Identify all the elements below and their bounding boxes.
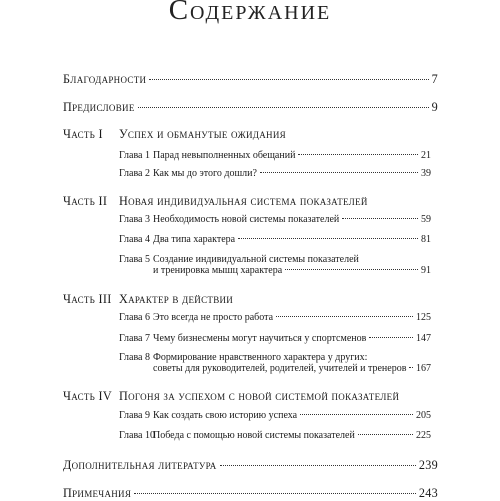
chapter-label: Глава 6 xyxy=(119,312,150,323)
toc-chapter-3[interactable] xyxy=(119,214,431,225)
page-number: 91 xyxy=(421,265,431,276)
toc-part-3[interactable] xyxy=(63,292,438,307)
chapter-label: Глава 4 xyxy=(119,234,150,245)
chapter-title: Как создать свою историю успеха xyxy=(153,410,298,421)
toc-chapter-4[interactable] xyxy=(119,234,431,245)
leader-dots xyxy=(358,434,413,435)
leader-dots xyxy=(285,269,418,270)
leader-dots xyxy=(342,218,418,219)
chapter-title: Создание индивидуальной системы показателей xyxy=(153,254,359,265)
leader-dots xyxy=(134,493,416,494)
toc-entry-further-reading[interactable] xyxy=(63,458,438,473)
chapter-title-continued: советы для руководителей, родителей, учителей и тренеров xyxy=(153,363,407,374)
page-number: 21 xyxy=(421,150,431,161)
toc-chapter-10[interactable] xyxy=(119,430,431,441)
leader-dots xyxy=(149,79,428,80)
entry-label: Предисловие xyxy=(63,100,135,114)
toc-chapter-8[interactable] xyxy=(119,352,431,374)
toc-entry-preface[interactable] xyxy=(63,100,438,115)
page-number: 7 xyxy=(431,72,438,86)
toc-chapter-2[interactable] xyxy=(119,168,431,179)
page-number: 243 xyxy=(418,486,438,500)
part-title: Новая индивидуальная система показателей xyxy=(119,194,368,208)
chapter-label: Глава 9 xyxy=(119,410,150,421)
leader-dots xyxy=(298,154,418,155)
chapter-title: Два типа характера xyxy=(153,234,236,245)
page-title: Содержание xyxy=(168,0,332,26)
page-number: 81 xyxy=(421,234,431,245)
toc-chapter-5[interactable] xyxy=(119,254,431,276)
page-number: 239 xyxy=(418,458,438,472)
page-number: 125 xyxy=(416,312,431,323)
page-number: 167 xyxy=(416,363,431,374)
leader-dots xyxy=(369,337,413,338)
chapter-title: Необходимость новой системы показателей xyxy=(153,214,340,225)
page-number: 147 xyxy=(416,333,431,344)
chapter-title: Это всегда не просто работа xyxy=(153,312,274,323)
leader-dots xyxy=(260,172,418,173)
part-label: Часть II xyxy=(63,194,108,208)
toc-chapter-6[interactable] xyxy=(119,312,431,323)
page-number: 9 xyxy=(431,100,438,114)
chapter-label: Глава 10 xyxy=(119,430,155,441)
entry-label: Благодарности xyxy=(63,72,147,86)
chapter-title-continued: и тренировка мышц характера xyxy=(153,265,283,276)
toc-part-1[interactable] xyxy=(63,127,438,142)
leader-dots xyxy=(220,465,416,466)
toc-entry-acknowledgements[interactable] xyxy=(63,72,438,87)
leader-dots xyxy=(409,367,413,368)
part-label: Часть III xyxy=(63,292,112,306)
page-number: 205 xyxy=(416,410,431,421)
chapter-label: Глава 7 xyxy=(119,333,150,344)
chapter-label: Глава 3 xyxy=(119,214,150,225)
leader-dots xyxy=(238,238,418,239)
part-label: Часть I xyxy=(63,127,103,141)
chapter-label: Глава 5 xyxy=(119,254,150,265)
part-label: Часть IV xyxy=(63,389,112,403)
chapter-title: Формирование нравственного характера у других: xyxy=(153,352,368,363)
chapter-title: Чему бизнесмены могут научиться у спортсменов xyxy=(153,333,367,344)
page-number: 39 xyxy=(421,168,431,179)
toc-chapter-1[interactable] xyxy=(119,150,431,161)
chapter-label: Глава 2 xyxy=(119,168,150,179)
page-number: 59 xyxy=(421,214,431,225)
entry-label: Дополнительная литература xyxy=(63,458,217,472)
part-title: Характер в действии xyxy=(119,292,234,306)
chapter-label: Глава 8 xyxy=(119,352,150,363)
part-title: Успех и обманутые ожидания xyxy=(119,127,286,141)
leader-dots xyxy=(138,107,429,108)
leader-dots xyxy=(276,316,413,317)
chapter-label: Глава 1 xyxy=(119,150,150,161)
toc-entry-notes[interactable] xyxy=(63,486,438,501)
entry-label: Примечания xyxy=(63,486,132,500)
toc-chapter-9[interactable] xyxy=(119,410,431,421)
leader-dots xyxy=(300,414,413,415)
chapter-title: Победа с помощью новой системы показателей xyxy=(153,430,355,441)
toc-part-4[interactable] xyxy=(63,389,438,404)
chapter-title: Как мы до этого дошли? xyxy=(153,168,257,179)
page-number: 225 xyxy=(416,430,431,441)
chapter-title: Парад невыполненных обещаний xyxy=(153,150,296,161)
part-title: Погоня за успехом с новой системой показателей xyxy=(119,389,400,403)
toc-part-2[interactable] xyxy=(63,194,438,209)
toc-chapter-7[interactable] xyxy=(119,333,431,344)
